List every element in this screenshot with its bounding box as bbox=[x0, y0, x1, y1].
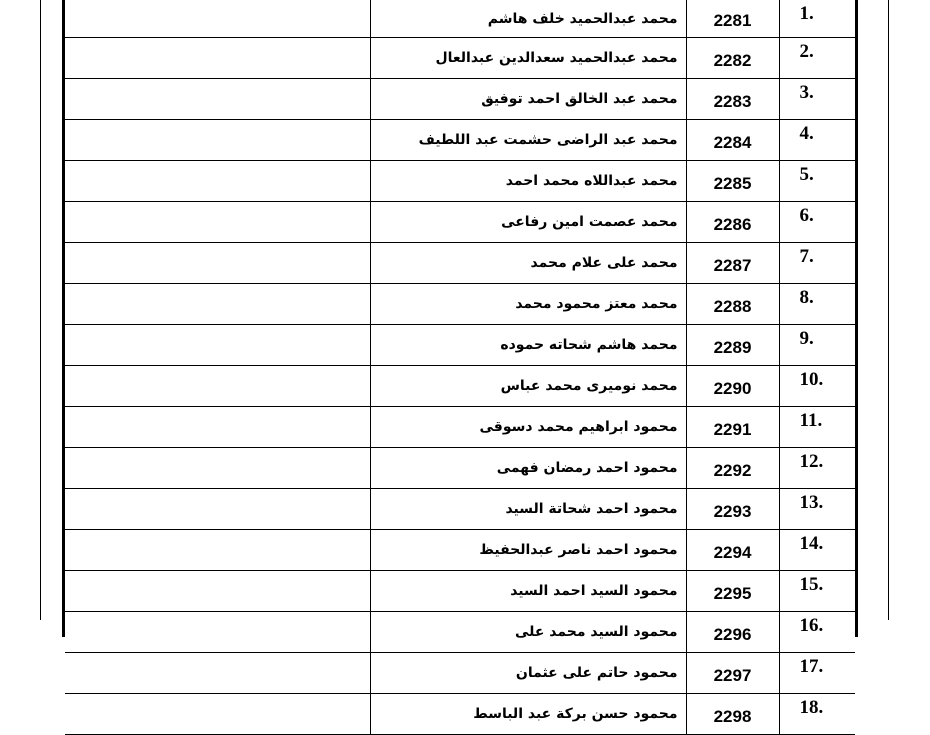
blank-cell bbox=[65, 571, 370, 612]
row-index: .3 bbox=[779, 79, 855, 120]
blank-cell bbox=[65, 530, 370, 571]
table-row bbox=[65, 38, 855, 79]
students-table bbox=[65, 0, 855, 735]
blank-cell bbox=[65, 612, 370, 653]
student-name: محمد عصمت امين رفاعى bbox=[370, 202, 686, 243]
table-row bbox=[65, 489, 855, 530]
row-index: .17 bbox=[779, 653, 855, 694]
student-name: محمود السيد محمد على bbox=[370, 612, 686, 653]
seat-number: 2285 bbox=[686, 161, 779, 202]
table-row bbox=[65, 448, 855, 489]
blank-cell bbox=[65, 38, 370, 79]
row-index: .14 bbox=[779, 530, 855, 571]
row-index: .18 bbox=[779, 694, 855, 735]
seat-number: 2296 bbox=[686, 612, 779, 653]
blank-cell bbox=[65, 407, 370, 448]
student-name: محمد هاشم شحاته حموده bbox=[370, 325, 686, 366]
student-name: محمد عبداللاه محمد احمد bbox=[370, 161, 686, 202]
page-border-left bbox=[40, 0, 41, 620]
seat-number: 2292 bbox=[686, 448, 779, 489]
seat-number: 2291 bbox=[686, 407, 779, 448]
student-name: محمد معتز محمود محمد bbox=[370, 284, 686, 325]
row-index: .10 bbox=[779, 366, 855, 407]
seat-number: 2282 bbox=[686, 38, 779, 79]
row-index: .15 bbox=[779, 571, 855, 612]
table-row bbox=[65, 571, 855, 612]
student-name: محمود حاتم على عثمان bbox=[370, 653, 686, 694]
table-row bbox=[65, 366, 855, 407]
table-row bbox=[65, 407, 855, 448]
student-name: محمود احمد رمضان فهمى bbox=[370, 448, 686, 489]
blank-cell bbox=[65, 161, 370, 202]
table-row bbox=[65, 653, 855, 694]
student-name: محمد عبد الخالق احمد توفيق bbox=[370, 79, 686, 120]
table-row bbox=[65, 612, 855, 653]
blank-cell bbox=[65, 694, 370, 735]
blank-cell bbox=[65, 366, 370, 407]
blank-cell bbox=[65, 202, 370, 243]
table-row bbox=[65, 243, 855, 284]
seat-number: 2284 bbox=[686, 120, 779, 161]
table-row bbox=[65, 202, 855, 243]
blank-cell bbox=[65, 489, 370, 530]
seat-number: 2288 bbox=[686, 284, 779, 325]
seat-number: 2289 bbox=[686, 325, 779, 366]
student-name: محمد عبدالحميد سعدالدين عبدالعال bbox=[370, 38, 686, 79]
table-row bbox=[65, 325, 855, 366]
row-index: .16 bbox=[779, 612, 855, 653]
row-index: .8 bbox=[779, 284, 855, 325]
table-row bbox=[65, 161, 855, 202]
seat-number: 2283 bbox=[686, 79, 779, 120]
student-name: محمود احمد ناصر عبدالحفيظ bbox=[370, 530, 686, 571]
blank-cell bbox=[65, 653, 370, 694]
student-name: محمد عبدالحميد خلف هاشم bbox=[370, 0, 686, 38]
blank-cell bbox=[65, 79, 370, 120]
seat-number: 2297 bbox=[686, 653, 779, 694]
student-name: محمد نوميرى محمد عباس bbox=[370, 366, 686, 407]
student-name: محمد على علام محمد bbox=[370, 243, 686, 284]
seat-number: 2281 bbox=[686, 0, 779, 38]
row-index: .1 bbox=[779, 0, 855, 38]
seat-number: 2298 bbox=[686, 694, 779, 735]
student-name: محمود احمد شحاتة السيد bbox=[370, 489, 686, 530]
row-index: .5 bbox=[779, 161, 855, 202]
table-row bbox=[65, 79, 855, 120]
row-index: .13 bbox=[779, 489, 855, 530]
row-index: .7 bbox=[779, 243, 855, 284]
table-row bbox=[65, 0, 855, 38]
blank-cell bbox=[65, 325, 370, 366]
student-name: محمود السيد احمد السيد bbox=[370, 571, 686, 612]
blank-cell bbox=[65, 120, 370, 161]
row-index: .4 bbox=[779, 120, 855, 161]
table-row bbox=[65, 120, 855, 161]
seat-number: 2286 bbox=[686, 202, 779, 243]
student-name: محمود ابراهيم محمد دسوقى bbox=[370, 407, 686, 448]
row-index: .11 bbox=[779, 407, 855, 448]
row-index: .6 bbox=[779, 202, 855, 243]
row-index: .12 bbox=[779, 448, 855, 489]
seat-number: 2290 bbox=[686, 366, 779, 407]
student-name: محمد عبد الراضى حشمت عبد اللطيف bbox=[370, 120, 686, 161]
blank-cell bbox=[65, 284, 370, 325]
blank-cell bbox=[65, 243, 370, 284]
seat-number: 2293 bbox=[686, 489, 779, 530]
row-index: .2 bbox=[779, 38, 855, 79]
table-row bbox=[65, 530, 855, 571]
table-body bbox=[65, 0, 855, 735]
row-index: .9 bbox=[779, 325, 855, 366]
seat-number: 2294 bbox=[686, 530, 779, 571]
blank-cell bbox=[65, 448, 370, 489]
table-row bbox=[65, 694, 855, 735]
student-name: محمود حسن بركة عبد الباسط bbox=[370, 694, 686, 735]
page-border-right bbox=[888, 0, 889, 620]
seat-number: 2295 bbox=[686, 571, 779, 612]
seat-number: 2287 bbox=[686, 243, 779, 284]
blank-cell bbox=[65, 0, 370, 38]
table-row bbox=[65, 284, 855, 325]
